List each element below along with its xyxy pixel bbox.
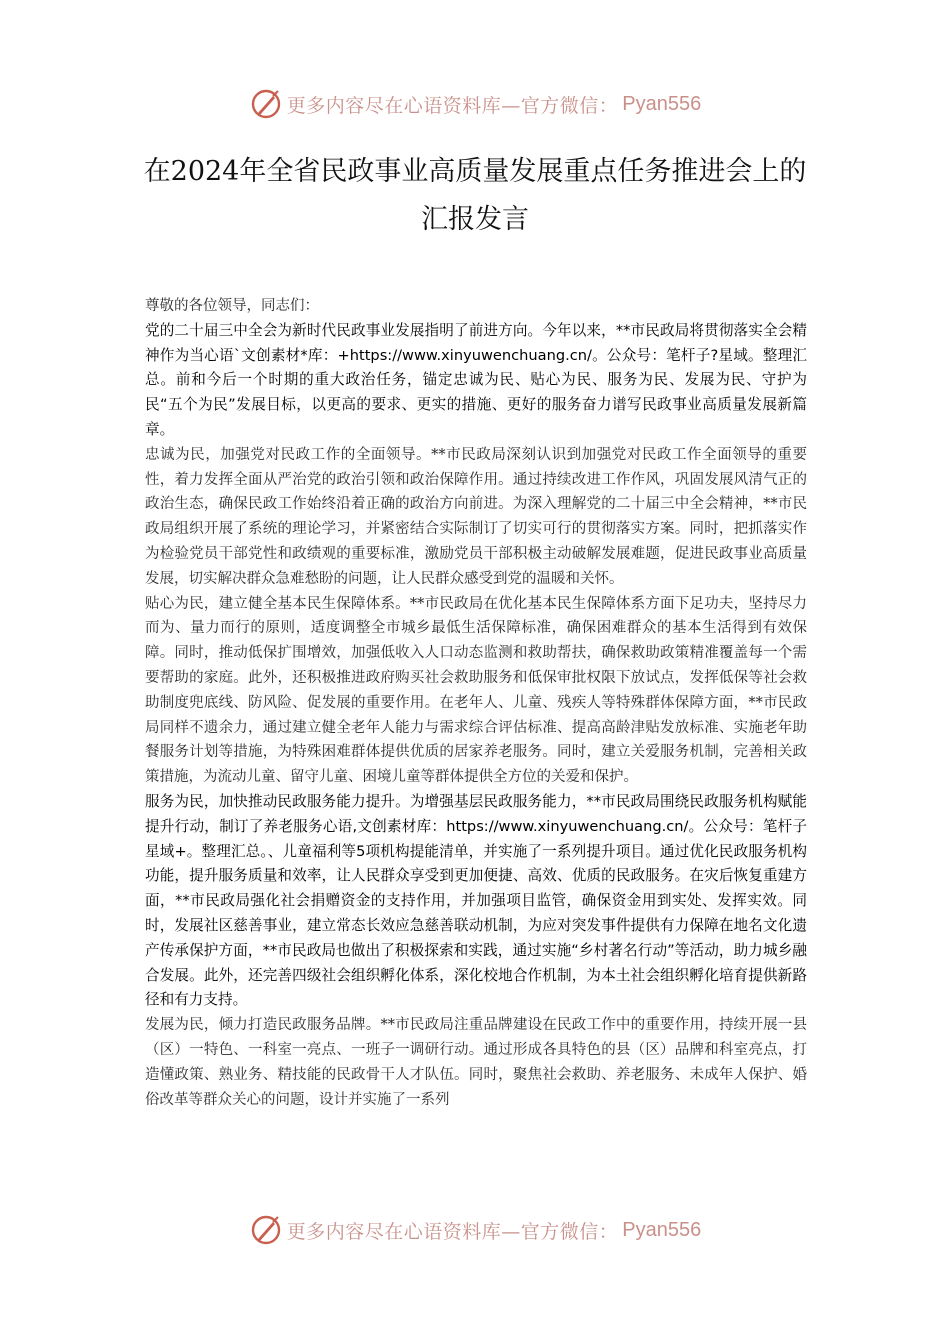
paragraph-intro: 党的二十届三中全会为新时代民政事业发展指明了前进方向。今年以来，**市民政局将贯彻落实全会精神作为当心语`文创素材*库：+https://www.xinyuwenchuang.cn/。公众号：笔杆子?星域。整理汇总。前和今后一个时期的重大政治任务，锚定忠诚为民、贴心为民、服务为民、发展为民、守护为民“五个为民”发展目标，以更高的要求、更实的措施、更好的服务奋力谱写民政事业高质量发展新篇章。 [145,321,807,438]
quill-logo-icon [249,87,283,121]
paragraph-caring: 贴心为民，建立健全基本民生保障体系。**市民政局在优化基本民生保障体系方面下足功夫，坚持尽力而为、量力而行的原则，适度调整全市城乡最低生活保障标准，确保困难群众的基本生活得到有效保障。同时，推动低保扩围增效，加强低收入人口动态监测和救助帮扶，确保救助政策精准覆盖每一个需要帮助的家庭。此外，还积极推进政府购买社会救助服务和低保审批权限下放试点，发挥低保等社会救助制度兜底线、防风险、促发展的重要作用。在老年人、儿童、残疾人等特殊群体保障方面，**市民政局同样不遗余力，通过建立健全老年人能力与需求综合评估标准、提高高龄津贴发放标准、实施老年助餐服务计划等措施，为特殊困难群体提供优质的居家养老服务。同时，建立关爱服务机制，完善相关政策措施，为流动儿童、留守儿童、困境儿童等群体提供全方位的关爱和保护。 [145,595,807,786]
watermark-banner-top [0,84,950,124]
paragraph-development: 发展为民，倾力打造民政服务品牌。**市民政局注重品牌建设在民政工作中的重要作用，持续开展一县（区）一特色、一科室一亮点、一班子一调研行动。通过形成各具特色的县（区）品牌和科室亮点，打造懂政策、熟业务、精技能的民政骨干人才队伍。同时，聚焦社会救助、养老服务、未成年人保护、婚俗改革等群众关心的问题，设计并实施了一系列 [145,1017,807,1108]
salutation: 尊敬的各位领导，同志们： [145,298,319,314]
paragraph-service: 服务为民，加快推动民政服务能力提升。为增强基层民政服务能力，**市民政局围绕民政服务机构赋能提升行动，制订了养老服务心语,文创素材库：https://www.xinyuwenchuang.cn/。公众号：笔杆子星域+。整理汇总。、儿童福利等5项机构提能清单，并实施了一系列提升项目。通过优化民政服务机构功能，提升服务质量和效率，让人民群众享受到更加便捷、高效、优质的民政服务。在灾后恢复重建方面，**市民政局强化社会捐赠资金的支持作用，并加强项目监管，确保资金用到实处、发挥实效。同时，发展社区慈善事业，建立常态长效应急慈善联动机制，为应对突发事件提供有力保障在地名文化遗产传承保护方面，**市民政局也做出了积极探索和实践，通过实施“乡村著名行动”等活动，助力城乡融合发展。此外，还完善四级社会组织孵化体系，深化校地合作机制，为本土社会组织孵化培育提供新路径和有力支持。 [145,792,807,1009]
quill-logo-icon [249,1213,283,1247]
watermark-wechat-id: Pyan556 [622,92,702,115]
watermark-text: 更多内容尽在心语资料库—官方微信： [286,94,619,117]
document-title: 在2024年全省民政事业高质量发展重点任务推进会上的汇报发言 [143,156,807,235]
document-body [145,294,807,1112]
paragraph-loyal: 忠诚为民，加强党对民政工作的全面领导。**市民政局深刻认识到加强党对民政工作全面领导的重要性，着力发挥全面从严治党的政治引领和政治保障作用。通过持续改进工作作风，巩固发展风清气正的政治生态，确保民政工作始终沿着正确的政治方向前进。为深入理解党的二十届三中全会精神，**市民政局组织开展了系统的理论学习，并紧密结合实际制订了切实可行的贯彻落实方案。同时，把抓落实作为检验党员干部党性和政绩观的重要标准，激励党员干部积极主动破解发展难题，促进民政事业高质量发展，切实解决群众急难愁盼的问题，让人民群众感受到党的温暖和关怀。 [145,446,807,587]
watermark-wechat-id: Pyan556 [622,1218,702,1241]
watermark-text: 更多内容尽在心语资料库—官方微信： [286,1220,619,1243]
watermark-banner-bottom [0,1210,950,1250]
